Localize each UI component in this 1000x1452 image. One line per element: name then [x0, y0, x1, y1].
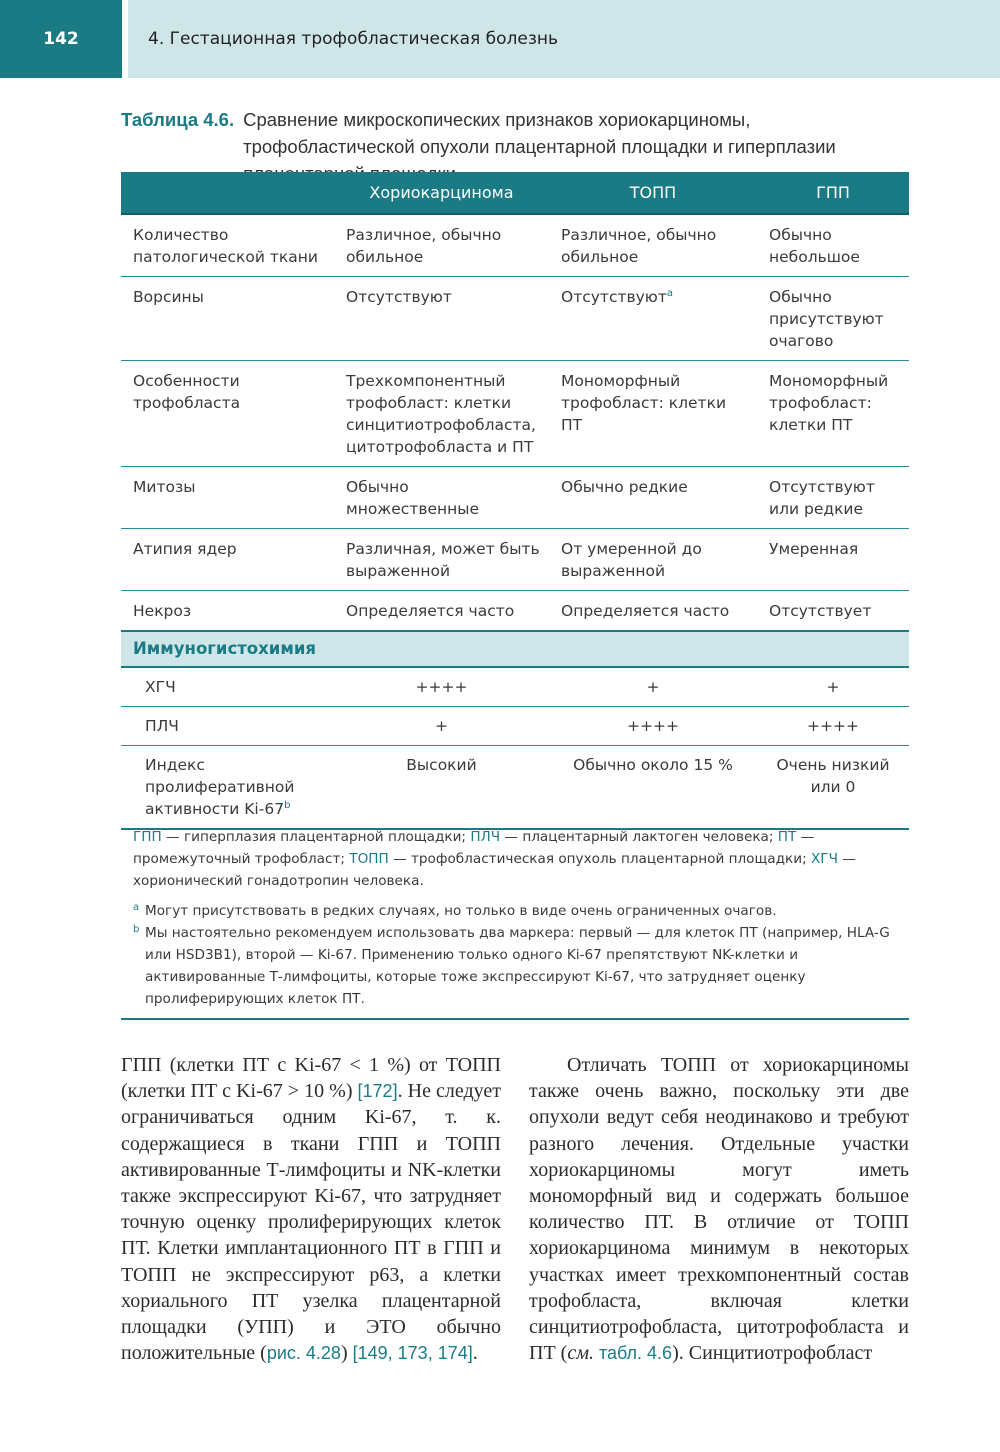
- column-header: ГПП: [757, 172, 909, 214]
- table-cell: Отсутствуют: [334, 277, 549, 361]
- table-cell: Отсутствует: [757, 591, 909, 632]
- body-text: ): [340, 1342, 353, 1365]
- table-row: [121, 746, 909, 830]
- table-row: [121, 361, 909, 467]
- table-cell: Обычно присутствуют очагово: [757, 277, 909, 361]
- table-cell: +: [549, 667, 757, 707]
- table-row: [121, 707, 909, 746]
- table-link[interactable]: табл. 4.6: [598, 1343, 673, 1364]
- column-header: [121, 172, 334, 214]
- row-feature: Количество патологической ткани: [121, 214, 334, 277]
- table-row: [121, 214, 909, 277]
- table-caption-label: Таблица 4.6.: [121, 109, 235, 130]
- citation-link[interactable]: [149, 173, 174]: [352, 1343, 473, 1364]
- comparison-table: [121, 172, 909, 830]
- table-cell: Умеренная: [757, 529, 909, 591]
- table-row: [121, 591, 909, 632]
- table-notes: [121, 826, 909, 1020]
- body-column-left: [121, 1052, 501, 1366]
- footnote-mark: a: [133, 902, 140, 913]
- footnote-text: Мы настоятельно рекомендуем использовать два маркера: первый — для клеток ПТ (например, HLA-G или HSD3B1), второй — Ki-67. Применению только одного Ki-67 препятствуют NK-клетки и активированные Т-лимфоциты, которые тоже экспрессируют Ki-67, что затрудняет оценку пролиферирующих клеток ПТ.: [145, 925, 890, 1007]
- citation-link[interactable]: [172]: [357, 1081, 398, 1102]
- table-cell: Обычно около 15 %: [549, 746, 757, 830]
- row-feature: Некроз: [121, 591, 334, 632]
- table-cell: ++++: [549, 707, 757, 746]
- row-marker: ПЛЧ: [121, 707, 334, 746]
- abbreviations-list: [133, 826, 897, 892]
- table-header-row: [121, 172, 909, 214]
- column-header: Хориокарцинома: [334, 172, 549, 214]
- table-cell: [549, 277, 757, 361]
- table-cell: Очень низкий или 0: [757, 746, 909, 830]
- table-cell: Мономорфный трофобласт: клетки ПТ: [757, 361, 909, 467]
- ihc-heading: Иммуногистохимия: [121, 631, 909, 667]
- footnote: [133, 922, 897, 1010]
- table-cell: Различная, может быть выраженной: [334, 529, 549, 591]
- table-cell: Определяется часто: [334, 591, 549, 632]
- row-marker: ХГЧ: [121, 667, 334, 707]
- see-text: см.: [567, 1342, 594, 1365]
- table-cell: Обычно редкие: [549, 467, 757, 529]
- cell-text: Отсутствуют: [561, 288, 667, 306]
- abbreviation-text: — плацентарный лактоген человека;: [500, 829, 778, 845]
- abbreviation-text: — гиперплазия плацентарной площадки;: [161, 829, 471, 845]
- footnote-text: Могут присутствовать в редких случаях, но только в виде очень ограниченных очагов.: [145, 903, 777, 919]
- page-number: 142: [0, 0, 122, 78]
- running-header: [128, 0, 1000, 78]
- abbreviation: ГПП: [133, 829, 162, 845]
- table-cell: Различное, обычно обильное: [334, 214, 549, 277]
- row-feature: Ворсины: [121, 277, 334, 361]
- table-row: [121, 667, 909, 707]
- row-feature: Атипия ядер: [121, 529, 334, 591]
- table-cell: +: [334, 707, 549, 746]
- footnote-mark-b: b: [284, 799, 291, 811]
- table-row: [121, 529, 909, 591]
- ihc-heading-row: [121, 631, 909, 667]
- table-cell: ++++: [757, 707, 909, 746]
- table-cell: +: [757, 667, 909, 707]
- table-cell: Мономорфный трофобласт: клетки ПТ: [549, 361, 757, 467]
- table-cell: Различное, обычно обильное: [549, 214, 757, 277]
- abbreviation: ПЛЧ: [470, 829, 501, 845]
- table-row: [121, 467, 909, 529]
- abbreviation: ТОПП: [349, 851, 389, 867]
- table-cell: Высокий: [334, 746, 549, 830]
- body-text: . Не следует ограничиваться одним Ki-67, т. к. содержащиеся в ткани ГПП и ТОПП активированные Т-лимфоциты и NK-клетки также экспрессируют Ki-67, что затрудняет точную оценку пролиферирующих клеток ПТ. Клетки имплантационного ПТ в ГПП и ТОПП не экспрессируют p63, а клетки хориального ПТ узелка плацентарной площадки (УПП) и ЭТО обычно положительные (: [121, 1080, 501, 1365]
- table-cell: Трехкомпонентный трофобласт: клетки синцитиотрофобласта, цитотрофобласта и ПТ: [334, 361, 549, 467]
- row-feature: Особенности трофобласта: [121, 361, 334, 467]
- figure-link[interactable]: рис. 4.28: [266, 1343, 341, 1364]
- abbreviation-text: — промежуточный трофобласт;: [133, 829, 815, 867]
- abbreviation-text: — хорионический гонадотропин человека.: [133, 851, 856, 889]
- column-header: ТОПП: [549, 172, 757, 214]
- body-text: ГПП (клетки ПТ с Ki-67 < 1 %) от ТОПП (клетки ПТ с Ki-67 > 10 %): [121, 1054, 501, 1103]
- body-text: ). Синцитиотрофобласт: [672, 1342, 873, 1365]
- table-cell: Определяется часто: [549, 591, 757, 632]
- body-column-right: [529, 1052, 909, 1366]
- abbreviation: ХГЧ: [810, 851, 838, 867]
- footnote: [133, 900, 897, 922]
- table-cell: ++++: [334, 667, 549, 707]
- footnote-mark-a: a: [666, 287, 674, 299]
- abbreviation-text: — трофобластическая опухоль плацентарной площадки;: [388, 851, 811, 867]
- table-cell: Отсутствуют или редкие: [757, 467, 909, 529]
- row-marker: [121, 746, 334, 830]
- body-text: .: [472, 1342, 478, 1365]
- marker-text: Индекс пролиферативной активности Ki-67: [145, 756, 295, 818]
- abbreviation: ПТ: [777, 829, 797, 845]
- table-cell: Обычно множественные: [334, 467, 549, 529]
- table-cell: Обычно небольшое: [757, 214, 909, 277]
- row-feature: Митозы: [121, 467, 334, 529]
- table-cell: От умеренной до выраженной: [549, 529, 757, 591]
- table-row: [121, 277, 909, 361]
- body-text: Отличать ТОПП от хориокарциномы также очень важно, поскольку эти две опухоли ведут себя неодинаково и требуют разного лечения. Отдельные участки хориокарциномы могут иметь мономорфный вид и содержать большое количество ПТ. В отличие от ТОПП хориокарцинома минимум в некоторых участках имеет трехкомпонентный состав трофобласта, включая клетки синцитиотрофобласта, цитотрофобласта и ПТ (: [529, 1054, 909, 1365]
- footnote-mark: b: [133, 924, 140, 935]
- table-caption-text: Сравнение микроскопических признаков хориокарциномы, трофобластической опухоли плацентарной площадки и гиперплазии: [243, 109, 836, 157]
- chapter-title: 4. Гестационная трофобластическая болезнь: [148, 29, 559, 49]
